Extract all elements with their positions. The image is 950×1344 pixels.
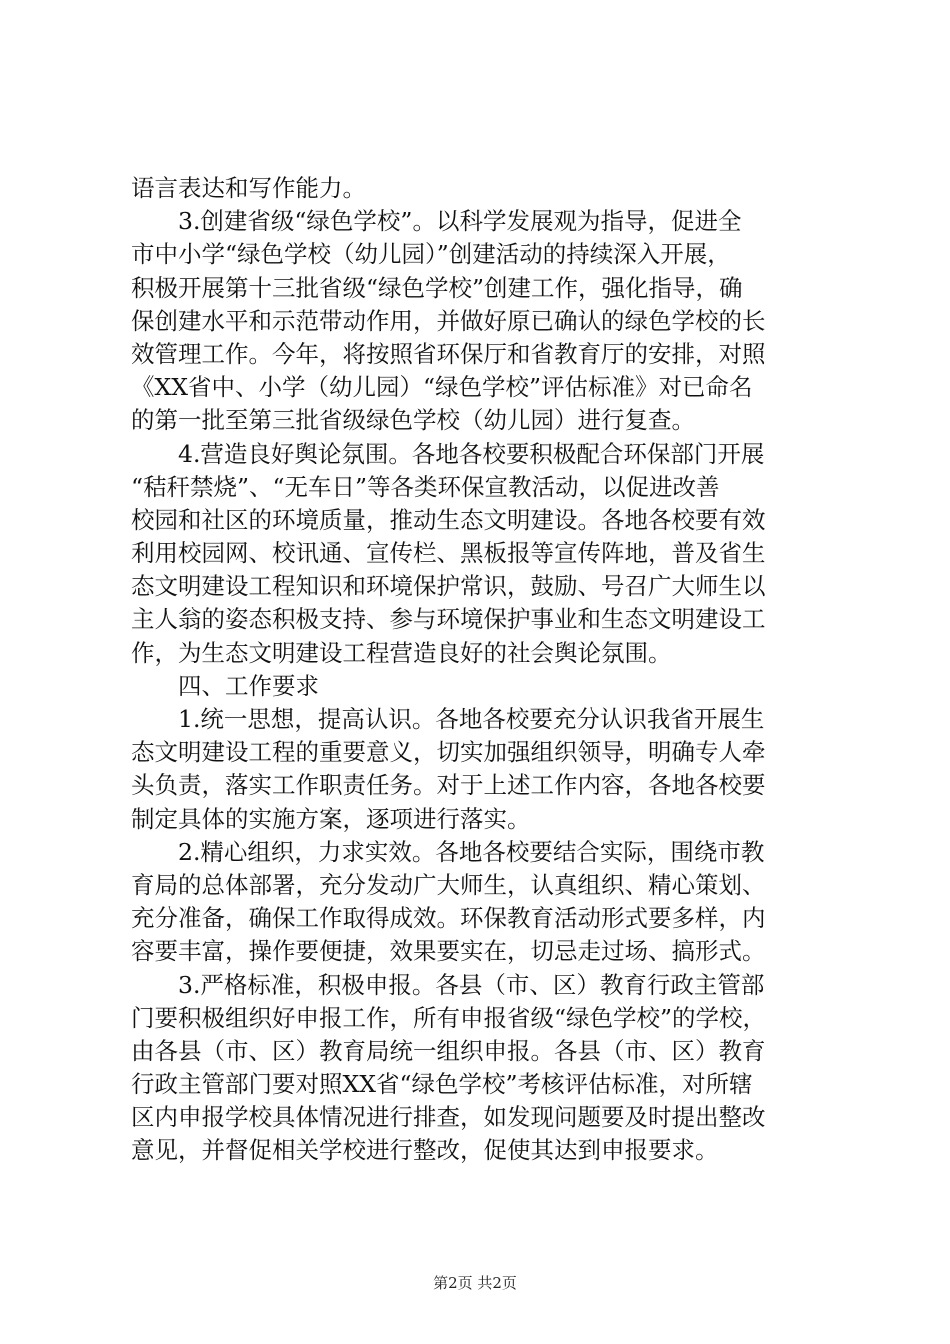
text-line: 主人翁的姿态积极支持、参与环境保护事业和生态文明建设工 [131, 605, 766, 634]
paragraph-heading-strict-standards: 3.严格标准，积极申报。各县（市、区）教育行政主管部 [178, 970, 765, 999]
text-line: 语言表达和写作能力。 [131, 174, 366, 202]
text-line: 头负责，落实工作职责任务。对于上述工作内容，各地各校要 [131, 771, 766, 800]
text-line: 积极开展第十三批省级“绿色学校”创建工作，强化指导，确 [131, 273, 743, 302]
text-line: 校园和社区的环境质量，推动生态文明建设。各地各校要有效 [131, 505, 766, 534]
text-line: 的第一批至第三批省级绿色学校（幼儿园）进行复查。 [131, 406, 695, 435]
section-heading-work-requirements: 四、工作要求 [178, 671, 319, 700]
text-line: 门要积极组织好申报工作，所有申报省级“绿色学校”的学校， [131, 1003, 767, 1032]
paragraph-heading-unify-thinking: 1.统一思想，提高认识。各地各校要充分认识我省开展生 [178, 705, 765, 733]
text-line: 容要丰富，操作要便捷，效果要实在，切忌走过场、搞形式。 [131, 937, 766, 966]
text-line: 效管理工作。今年，将按照省环保厅和省教育厅的安排，对照 [131, 339, 766, 368]
text-line: 意见，并督促相关学校进行整改，促使其达到申报要求。 [131, 1136, 719, 1165]
text-line: 作，为生态文明建设工程营造良好的社会舆论氛围。 [131, 638, 672, 667]
document-body [131, 172, 831, 1168]
text-line: “秸秆禁烧”、“无车日”等各类环保宣教活动，以促进改善 [131, 472, 720, 501]
text-line: 保创建水平和示范带动作用，并做好原已确认的绿色学校的长 [131, 306, 766, 335]
text-line: 《XX省中、小学（幼儿园）“绿色学校”评估标准》对已命名 [131, 373, 753, 402]
text-line: 充分准备，确保工作取得成效。环保教育活动形式要多样，内 [131, 904, 766, 933]
text-line: 利用校园网、校讯通、宣传栏、黑板报等宣传阵地，普及省生 [131, 539, 766, 568]
text-line: 由各县（市、区）教育局统一组织申报。各县（市、区）教育 [131, 1036, 766, 1065]
paragraph-heading-green-school: 3.创建省级“绿色学校”。以科学发展观为指导，促进全 [178, 207, 742, 236]
text-line: 态文明建设工程知识和环境保护常识，鼓励、号召广大师生以 [131, 572, 766, 601]
text-line: 行政主管部门要对照XX省“绿色学校”考核评估标准，对所辖 [131, 1070, 753, 1099]
paragraph-heading-careful-organization: 2.精心组织，力求实效。各地各校要结合实际，围绕市教 [178, 837, 765, 866]
text-line: 态文明建设工程的重要意义，切实加强组织领导，明确专人牵 [131, 738, 766, 767]
text-line: 育局的总体部署，充分发动广大师生，认真组织、精心策划、 [131, 870, 766, 899]
text-line: 制定具体的实施方案，逐项进行落实。 [131, 804, 531, 833]
paragraph-heading-public-opinion: 4.营造良好舆论氛围。各地各校要积极配合环保部门开展 [178, 439, 765, 468]
text-line: 市中小学“绿色学校（幼儿园）”创建活动的持续深入开展， [131, 240, 731, 269]
text-line: 区内申报学校具体情况进行排查，如发现问题要及时提出整改 [131, 1103, 766, 1132]
page-number-footer: 第2页 共2页 [433, 1274, 517, 1292]
